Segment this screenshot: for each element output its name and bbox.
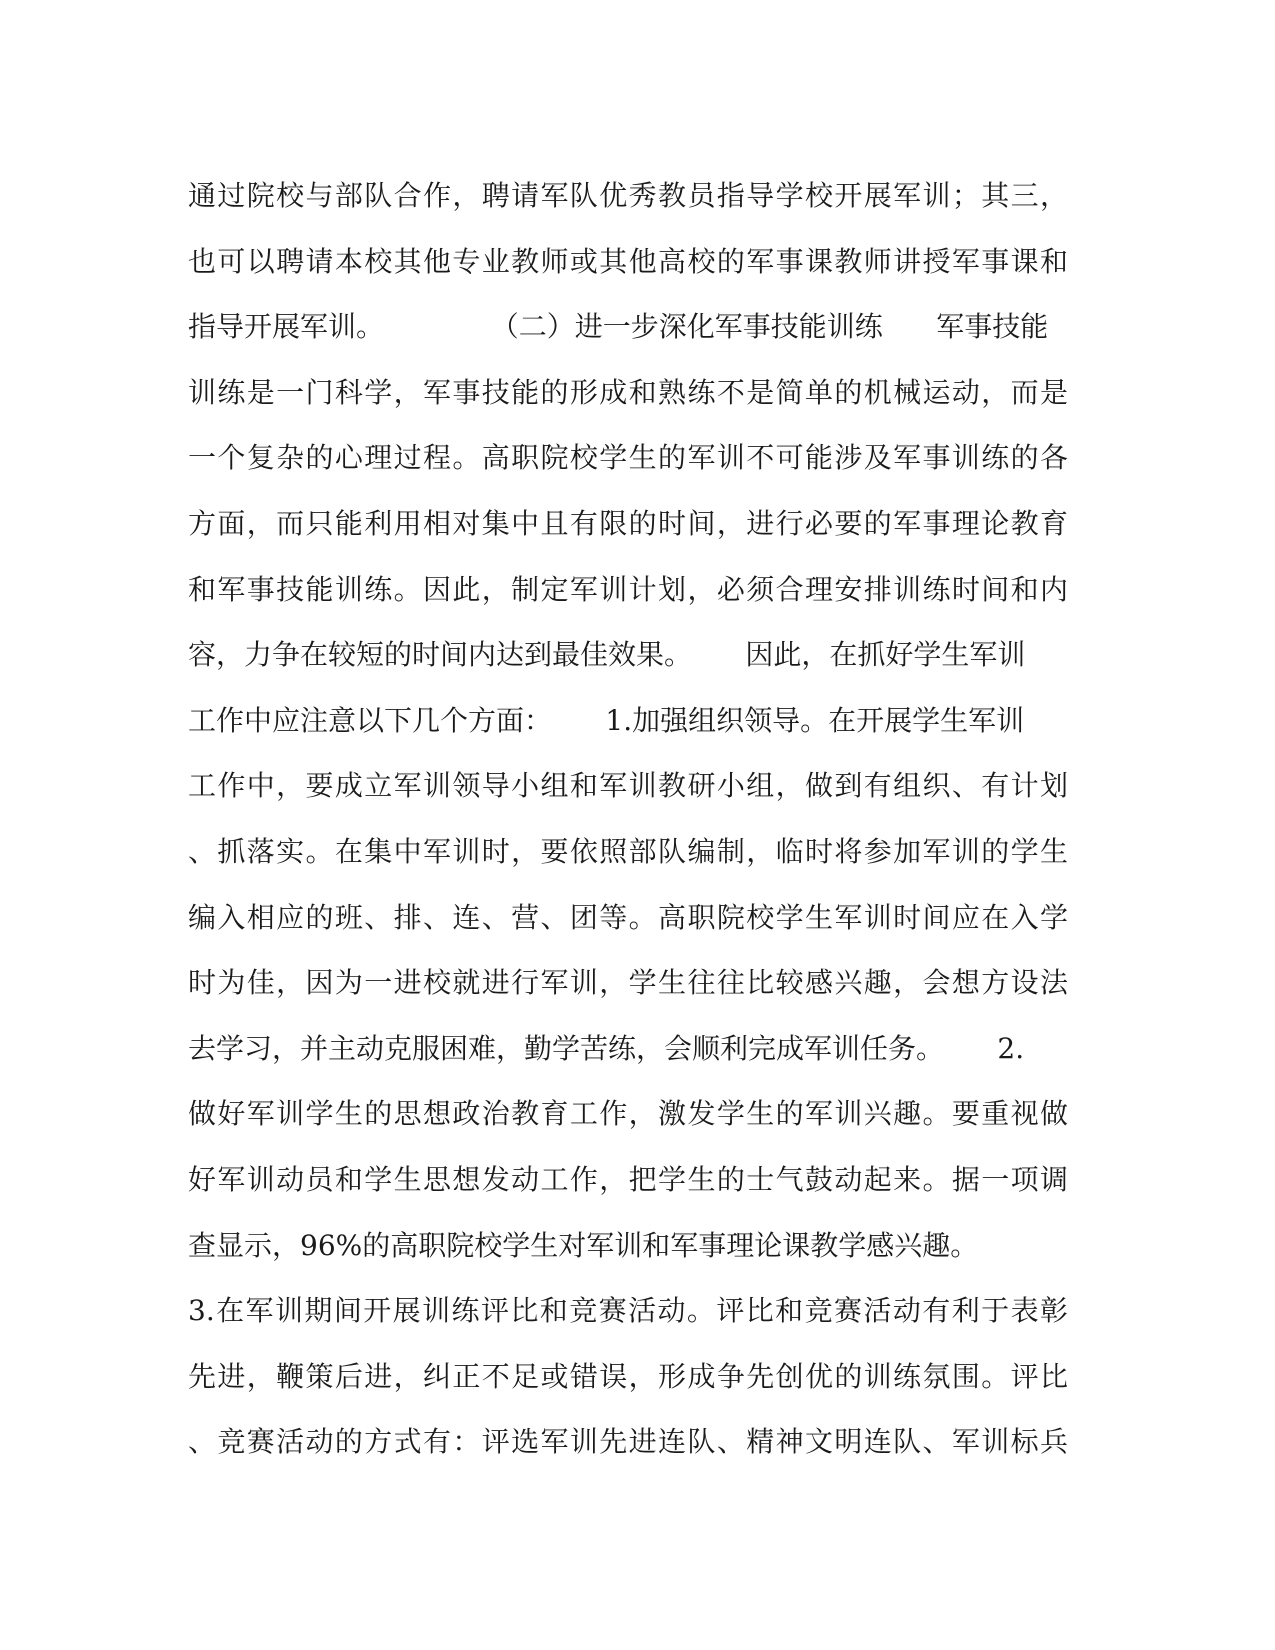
text-line: 3.在军训期间开展训练评比和竞赛活动。评比和竞赛活动有利于表彰	[188, 1294, 1068, 1328]
text-line: 去学习，并主动克服困难，勤学苦练，会顺利完成军训任务。 2.	[188, 1031, 1025, 1065]
text-line: 一个复杂的心理过程。高职院校学生的军训不可能涉及军事训练的各	[188, 441, 1068, 475]
text-line: 通过院校与部队合作，聘请军队优秀教员指导学校开展军训；其三，	[188, 179, 1068, 212]
text-line: 、竞赛活动的方式有：评选军训先进连队、精神文明连队、军训标兵	[188, 1425, 1068, 1459]
body-text	[188, 163, 1068, 1475]
text-line: 工作中，要成立军训领导小组和军训教研小组，做到有组织、有计划	[188, 769, 1068, 803]
text-line: 做好军训学生的思想政治教育工作，激发学生的军训兴趣。要重视做	[188, 1097, 1068, 1131]
text-line: 容，力争在较短的时间内达到最佳效果。 因此，在抓好学生军训	[188, 638, 1026, 672]
text-line: 也可以聘请本校其他专业教师或其他高校的军事课教师讲授军事课和	[188, 244, 1068, 278]
text-line: 指导开展军训。 （二）进一步深化军事技能训练 军事技能	[188, 310, 1049, 344]
text-line: 时为佳，因为一进校就进行军训，学生往往比较感兴趣，会想方设法	[188, 966, 1068, 1000]
text-line: 方面，而只能利用相对集中且有限的时间，进行必要的军事理论教育	[188, 506, 1068, 540]
text-line: 好军训动员和学生思想发动工作，把学生的士气鼓动起来。据一项调	[188, 1162, 1068, 1196]
text-line: 、抓落实。在集中军训时，要依照部队编制，临时将参加军训的学生	[188, 834, 1068, 868]
text-line: 先进，鞭策后进，纠正不足或错误，形成争先创优的训练氛围。评比	[188, 1359, 1068, 1393]
text-line: 和军事技能训练。因此，制定军训计划，必须合理安排训练时间和内	[188, 572, 1068, 606]
text-line: 工作中应注意以下几个方面： 1.加强组织领导。在开展学生军训	[188, 703, 1025, 737]
text-line: 查显示，96%的高职院校学生对军训和军事理论课教学感兴趣。	[188, 1228, 979, 1262]
text-line: 训练是一门科学，军事技能的形成和熟练不是简单的机械运动，而是	[188, 375, 1068, 409]
text-line: 编入相应的班、排、连、营、团等。高职院校学生军训时间应在入学	[188, 900, 1068, 934]
